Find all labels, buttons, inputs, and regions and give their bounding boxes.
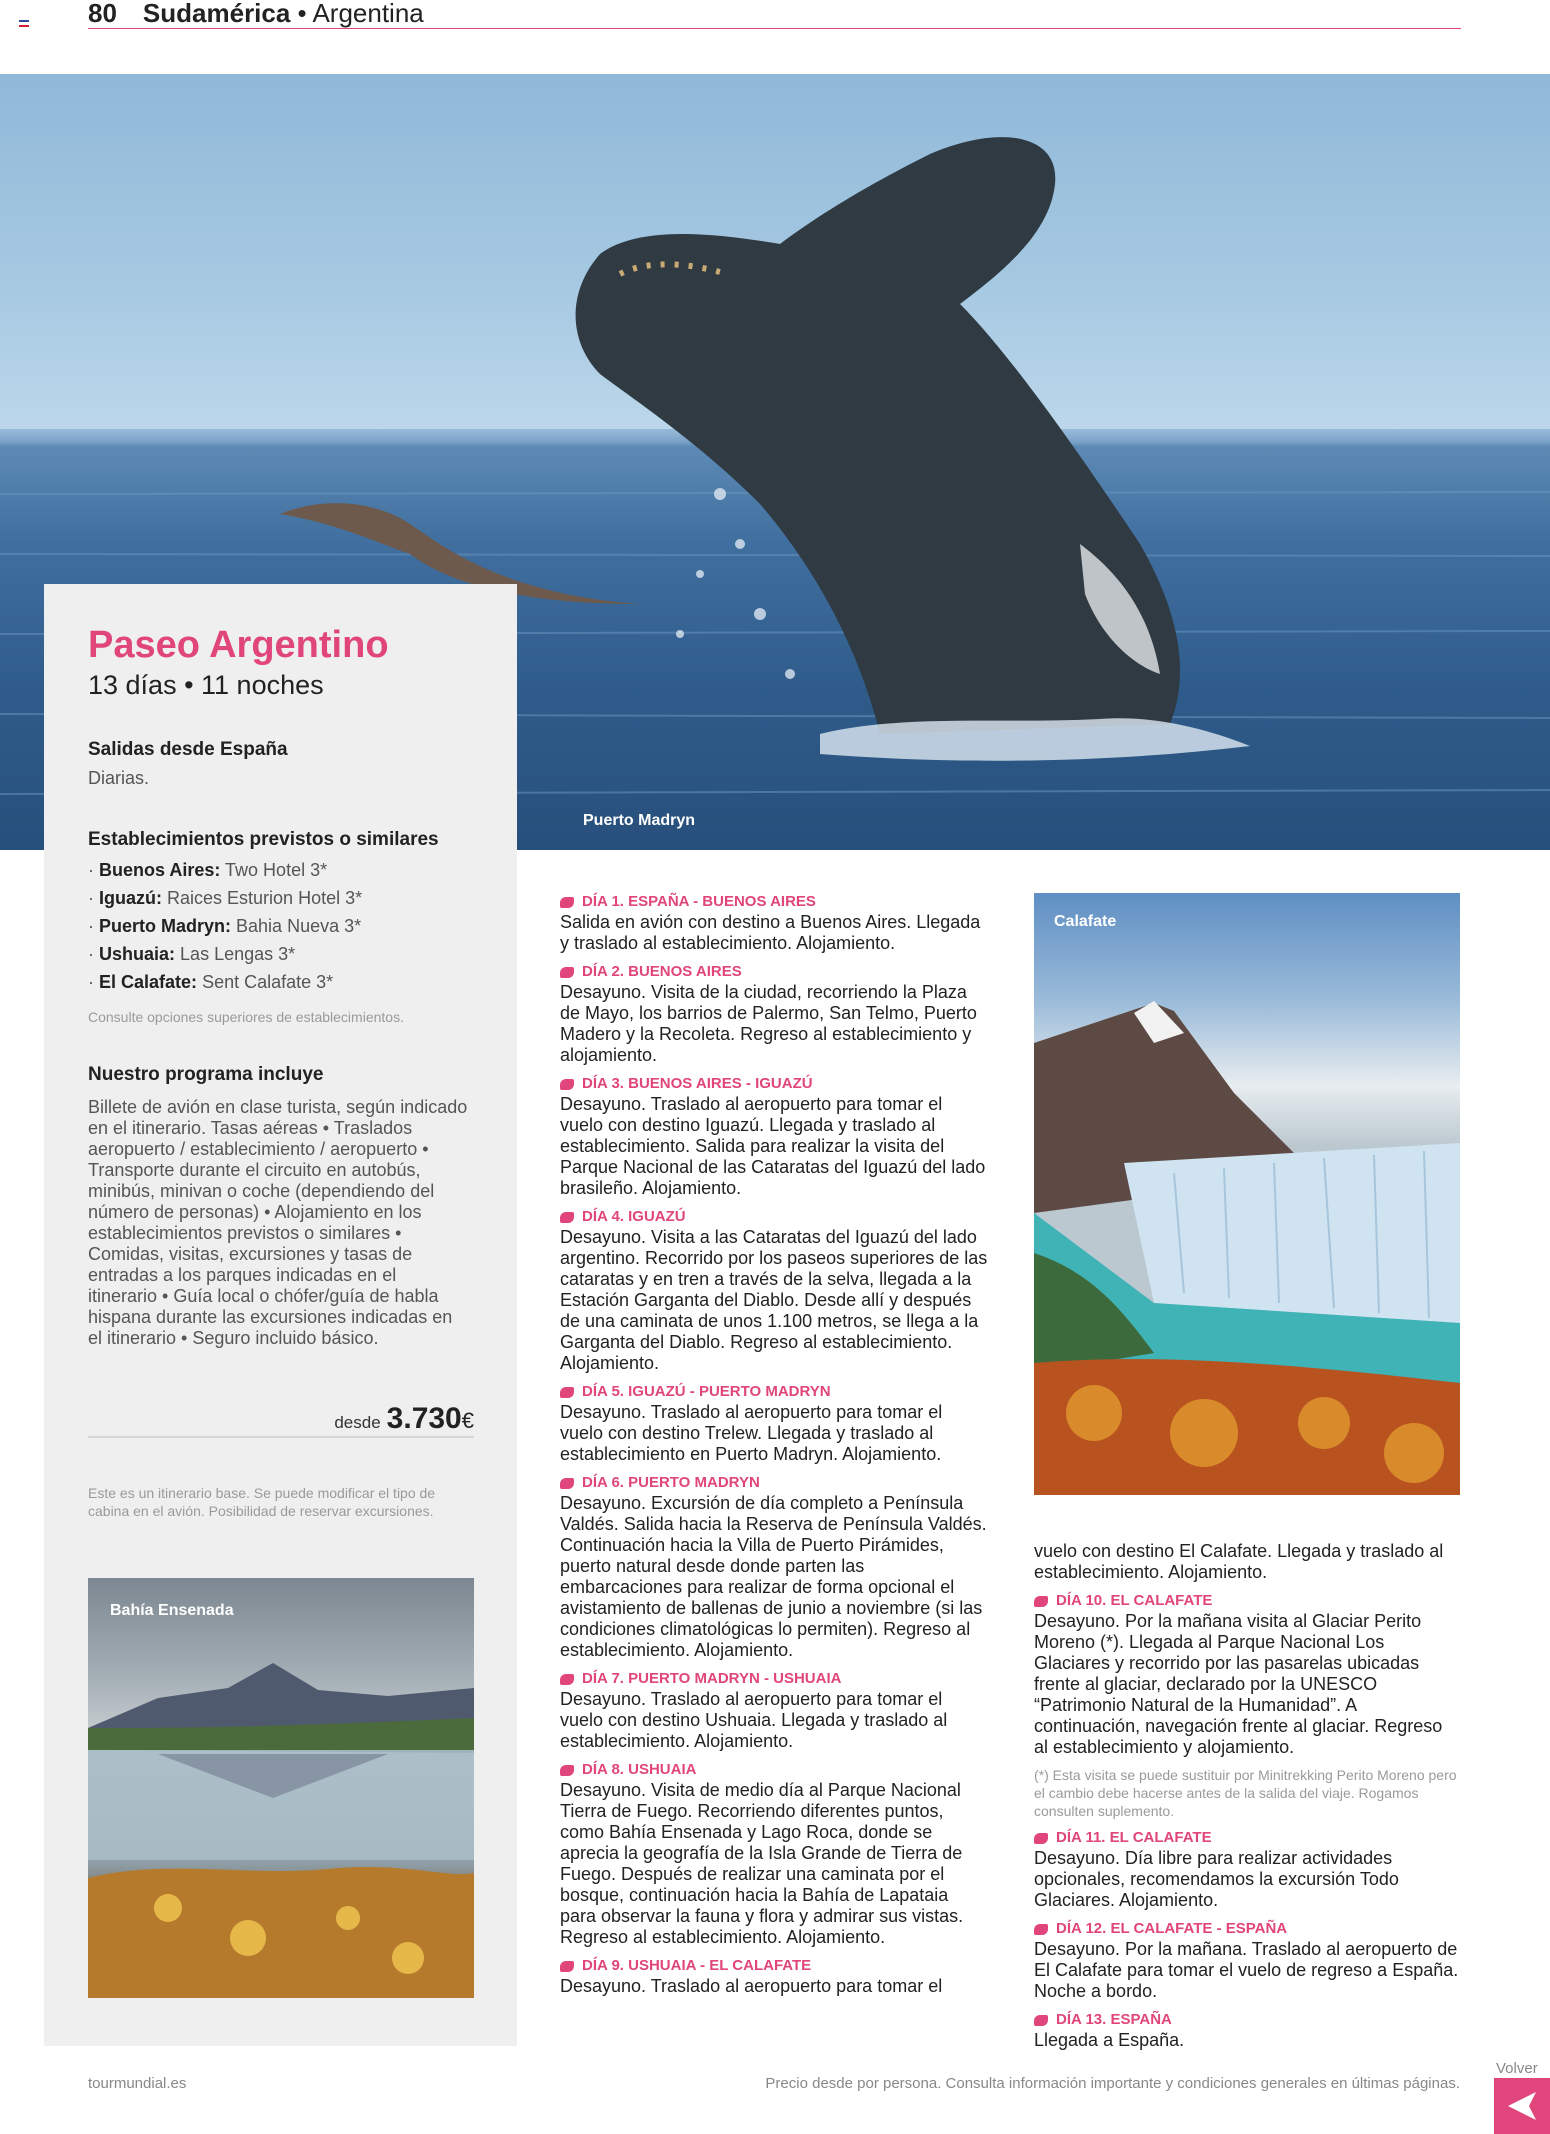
price-currency: € <box>461 1408 474 1433</box>
calafate-photo-caption: Calafate <box>1054 913 1117 930</box>
day-title: DÍA 1. ESPAÑA - BUENOS AIRES <box>582 893 816 910</box>
country-name: Argentina <box>312 0 424 28</box>
price-amount: 3.730 <box>386 1402 462 1435</box>
day-title: DÍA 6. PUERTO MADRYN <box>582 1474 760 1491</box>
trip-title: Paseo Argentino <box>88 624 389 666</box>
day-text: Desayuno. Excursión de día completo a Península Valdés. Salida hacia la Reserva de Península Valdés. Continuación hacia la Villa de Puerto Pirámides, puerto natural desde donde parten las embarcaciones para realizar de forma opcional el avistamiento de ballenas de junio a noviembre (si las condiciones climatológicas lo permiten). Regreso al establecimiento. Alojamiento. <box>560 1493 987 1660</box>
itinerary-day <box>560 892 988 954</box>
itinerary-day <box>560 962 988 1066</box>
day-title: DÍA 3. BUENOS AIRES - IGUAZÚ <box>582 1075 813 1092</box>
page-header <box>88 0 1461 29</box>
itinerary-day <box>1034 1919 1460 2002</box>
region-name: Sudamérica <box>142 0 291 28</box>
hotels-heading: Establecimientos previstos o similares <box>88 829 439 850</box>
itinerary-column-left <box>560 892 988 2005</box>
hotels-list <box>88 856 362 996</box>
day-text: Desayuno. Por la mañana. Traslado al aeropuerto de El Calafate para tomar el vuelo de regreso a España. Noche a bordo. <box>1034 1939 1459 2001</box>
day-title: DÍA 5. IGUAZÚ - PUERTO MADRYN <box>582 1383 831 1400</box>
base-itinerary-note: Este es un itinerario base. Se puede modificar el tipo de cabina en el avión. Posibilidad de reservar excursiones. <box>88 1485 436 1519</box>
itinerary-day <box>560 1760 988 1948</box>
day-title: DÍA 13. ESPAÑA <box>1056 2011 1172 2028</box>
hotels-note: Consulte opciones superiores de establecimientos. <box>88 1009 404 1025</box>
hero-caption: Puerto Madryn <box>583 812 696 829</box>
bahia-photo-caption: Bahía Ensenada <box>110 1602 234 1619</box>
day-text: Llegada a España. <box>1034 2030 1185 2050</box>
day-marker-icon <box>560 967 574 978</box>
day-text: Desayuno. Traslado al aeropuerto para tomar el vuelo con destino Ushuaia. Llegada y traslado al establecimiento. Alojamiento. <box>560 1689 948 1751</box>
day-text: vuelo con destino El Calafate. Llegada y traslado al establecimiento. Alojamiento. <box>1034 1541 1444 1582</box>
day-marker-icon <box>1034 1924 1048 1935</box>
day-marker-icon <box>560 1961 574 1972</box>
day-title: DÍA 7. PUERTO MADRYN - USHUAIA <box>582 1670 842 1687</box>
day-title: DÍA 8. USHUAIA <box>582 1761 697 1778</box>
day-title: DÍA 9. USHUAIA - EL CALAFATE <box>582 1957 812 1974</box>
day-marker-icon <box>1034 2015 1048 2026</box>
day-title: DÍA 12. EL CALAFATE - ESPAÑA <box>1056 1920 1288 1937</box>
footer-disclaimer: Precio desde por persona. Consulta información importante y condiciones generales en últimas páginas. <box>765 2075 1460 2092</box>
itinerary-day <box>1034 2010 1460 2051</box>
itinerary-day <box>560 1382 988 1465</box>
departures-text: Diarias. <box>88 768 150 788</box>
back-button[interactable] <box>1494 2078 1550 2134</box>
day-marker-icon <box>560 1674 574 1685</box>
trip-info-panel <box>44 584 517 2046</box>
itinerary-day <box>1034 1591 1460 1758</box>
day-marker-icon <box>560 1079 574 1090</box>
calafate-glacier-photo <box>1034 893 1460 1495</box>
day-text: Desayuno. Traslado al aeropuerto para tomar el vuelo con destino Iguazú. Llegada y traslado al establecimiento. Salida para realizar la visita del Parque Nacional de las Cataratas del Iguazú del lado brasileño. Alojamiento. <box>560 1094 986 1198</box>
day-marker-icon <box>560 897 574 908</box>
day-marker-icon <box>560 1387 574 1398</box>
list-item: · Puerto Madryn: Bahia Nueva 3* <box>88 916 362 936</box>
includes-heading: Nuestro programa incluye <box>88 1064 324 1085</box>
footer-site-link[interactable]: tourmundial.es <box>88 2075 187 2092</box>
day-title: DÍA 11. EL CALAFATE <box>1056 1829 1212 1846</box>
day-footnote: (*) Esta visita se puede sustituir por Minitrekking Perito Moreno pero el cambio debe hacerse antes de la salida del viaje. Rogamos consulten suplemento. <box>1034 1767 1457 1819</box>
day-text: Salida en avión con destino a Buenos Aires. Llegada y traslado al establecimiento. Alojamiento. <box>560 912 981 953</box>
itinerary-column-right <box>1034 1541 1460 2059</box>
itinerary-day <box>1034 1828 1460 1911</box>
day-text: Desayuno. Visita de medio día al Parque Nacional Tierra de Fuego. Recorriendo diferentes puntos, como Bahía Ensenada y Lago Roca, donde se aprecia la geografía de la Isla Grande de Tierra de Fuego. Después de realizar una caminata por el bosque, continuación hacia la Bahía de Lapataia para observar la fauna y flora y admirar sus vistas. Regreso al establecimiento. Alojamiento. <box>560 1780 964 1947</box>
price-from-label: desde <box>334 1413 381 1432</box>
list-item: · Ushuaia: Las Lengas 3* <box>88 944 296 964</box>
list-item: · Iguazú: Raices Esturion Hotel 3* <box>88 888 363 908</box>
back-arrow-icon <box>1494 2078 1550 2134</box>
day-marker-icon <box>560 1478 574 1489</box>
day-marker-icon <box>1034 1833 1048 1844</box>
day-text: Desayuno. Visita a las Cataratas del Iguazú del lado argentino. Recorrido por los paseos superiores de las cataratas y en tren a través de la selva, llegada a la Estación Garganta del Diablo. Desde allí y después de una caminata de unos 1.100 metros, se llega a la Garganta del Diablo. Regreso al establecimiento. Alojamiento. <box>560 1227 988 1373</box>
includes-text: Billete de avión en clase turista, según indicado en el itinerario. Tasas aéreas • Traslados aeropuerto / establecimiento / aeropuerto • Transporte durante el circuito en autobús, minibús, minivan o coche (dependiendo del número de personas) • Alojamiento en los establecimientos previstos o similares • Comidas, visitas, excursiones y tasas de entradas a los parques indicadas en el itinerario • Guía local o chófer/guía de habla hispana durante las excursiones indicadas en el itinerario • Seguro incluido básico. <box>88 1097 468 1348</box>
day-text: Desayuno. Por la mañana visita al Glaciar Perito Moreno (*). Llegada al Parque Nacional Los Glaciares y recorrido por las pasarelas ubicadas frente al glaciar, declarado por la UNESCO “Patrimonio Natural de la Humanidad”. A continuación, navegación frente al glaciar. Regreso al establecimiento y alojamiento. <box>1034 1611 1443 1757</box>
departures-heading: Salidas desde España <box>88 739 288 760</box>
day-marker-icon <box>560 1765 574 1776</box>
itinerary-day <box>560 1074 988 1199</box>
day-text: Desayuno. Visita de la ciudad, recorriendo la Plaza de Mayo, los barrios de Palermo, San Telmo, Puerto Madero y la Recoleta. Regreso al establecimiento y alojamiento. <box>560 982 977 1065</box>
bahia-ensenada-photo <box>88 1578 474 1998</box>
list-item: · El Calafate: Sent Calafate 3* <box>88 972 334 992</box>
header-separator: • <box>290 0 313 28</box>
day-title: DÍA 2. BUENOS AIRES <box>582 963 742 980</box>
itinerary-day <box>560 1473 988 1661</box>
day-text: Desayuno. Traslado al aeropuerto para tomar el <box>560 1976 943 1996</box>
itinerary-day-continuation <box>1034 1541 1460 1583</box>
day-marker-icon <box>560 1212 574 1223</box>
day-title: DÍA 4. IGUAZÚ <box>582 1208 686 1225</box>
trip-duration: 13 días • 11 noches <box>88 670 324 700</box>
price-box <box>88 1402 474 1438</box>
page-number: 80 <box>88 0 117 28</box>
itinerary-day <box>560 1956 988 1997</box>
flag-icon <box>19 20 29 27</box>
day-title: DÍA 10. EL CALAFATE <box>1056 1592 1213 1609</box>
day-marker-icon <box>1034 1596 1048 1607</box>
itinerary-day <box>560 1207 988 1374</box>
day-text: Desayuno. Día libre para realizar actividades opcionales, recomendamos la excursión Todo Glaciares. Alojamiento. <box>1034 1848 1399 1910</box>
list-item: · Buenos Aires: Two Hotel 3* <box>88 860 328 880</box>
itinerary-day <box>560 1669 988 1752</box>
back-label[interactable]: Volver <box>1496 2060 1538 2077</box>
day-text: Desayuno. Traslado al aeropuerto para tomar el vuelo con destino Trelew. Llegada y traslado al establecimiento en Puerto Madryn. Alojamiento. <box>560 1402 943 1464</box>
